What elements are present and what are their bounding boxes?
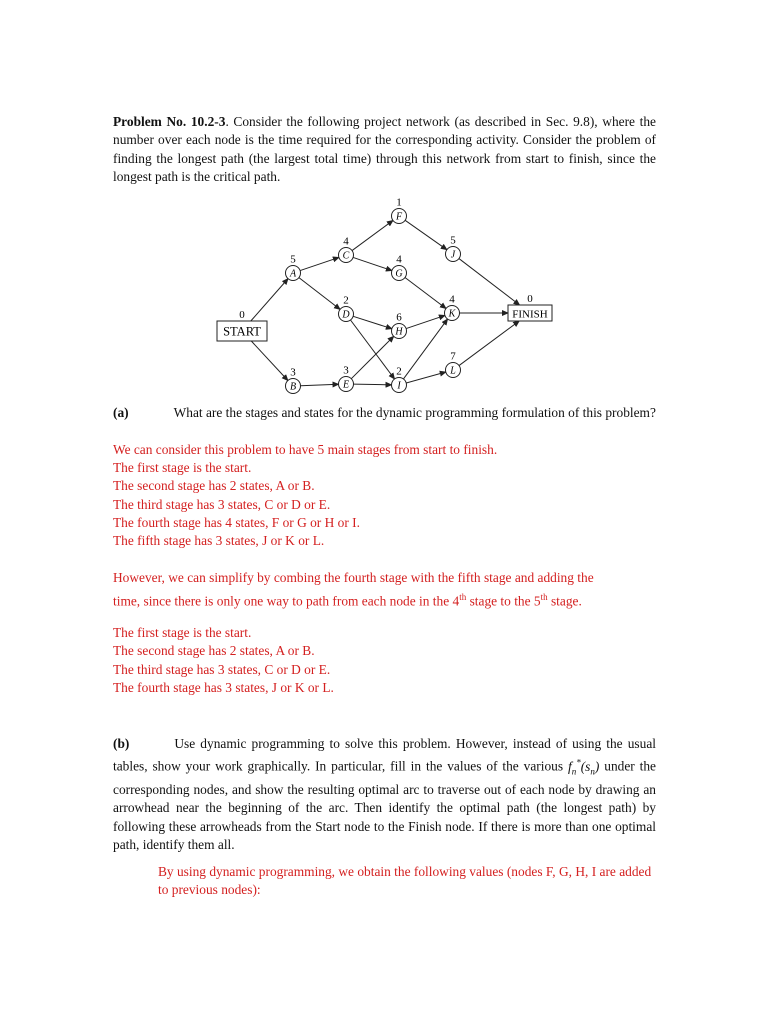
node-time: 2 xyxy=(343,294,349,307)
node-f xyxy=(392,197,407,224)
arc-i-l xyxy=(406,372,446,383)
arc-d-i xyxy=(350,320,394,379)
answer-a2-line-2: The second stage has 2 states, A or B. xyxy=(113,643,315,658)
node-label: H xyxy=(395,326,403,338)
node-i xyxy=(392,366,407,393)
node-a xyxy=(286,254,301,281)
node-finish xyxy=(508,293,552,321)
part-a-question-text: What are the stages and states for the dynamic programming formulation of this problem? xyxy=(173,405,656,420)
node-label: B xyxy=(289,381,297,393)
answer-a2-line-4: The fourth stage has 3 states, J or K or L. xyxy=(113,680,334,695)
node-time: 5 xyxy=(290,253,296,266)
node-time: 6 xyxy=(396,311,402,324)
node-j xyxy=(446,235,461,262)
node-time: 0 xyxy=(527,293,533,305)
node-time: 7 xyxy=(450,350,456,363)
answer-a-line-4: The third stage has 3 states, C or D or E. xyxy=(113,497,331,512)
node-label: C xyxy=(342,250,350,262)
node-label: FINISH xyxy=(512,308,548,321)
arc-d-h xyxy=(353,316,392,328)
answer-b: By using dynamic programming, we obtain the following values (nodes F, G, H, I are added to previous nodes): xyxy=(158,864,652,898)
arc-j-finish xyxy=(459,259,520,305)
node-label: J xyxy=(450,249,456,261)
arc-h-k xyxy=(406,315,445,328)
part-a-question xyxy=(113,404,656,422)
node-label: L xyxy=(450,365,456,377)
part-a-label: (a) xyxy=(113,405,129,420)
arc-e-i xyxy=(353,384,391,385)
node-h xyxy=(392,312,407,339)
answer-a2-line-1: The first stage is the start. xyxy=(113,625,252,640)
network-arcs xyxy=(251,220,520,385)
node-g xyxy=(392,254,407,281)
node-label: E xyxy=(342,379,350,391)
arc-l-finish xyxy=(459,321,519,366)
arc-b-e xyxy=(300,384,338,385)
node-k xyxy=(445,294,460,321)
node-time: 5 xyxy=(450,234,456,247)
node-b xyxy=(286,367,301,394)
simplify-line-1: However, we can simplify by combing the fourth stage with the fifth stage and adding the xyxy=(113,570,594,585)
arc-g-k xyxy=(405,278,446,309)
node-label: G xyxy=(395,268,403,280)
node-label: F xyxy=(395,211,403,223)
problem-intro: . Consider the following project network (as described in Sec. 9.8), where the number over each node is the time required for the corresponding activity. Consider the problem of finding the longest path (the largest total time) through this network from start to finish, since the longest path is the critical path. xyxy=(113,114,656,185)
node-l xyxy=(446,351,461,378)
problem-title: Problem No. 10.2-3 xyxy=(113,114,226,129)
arc-start-a xyxy=(251,279,288,321)
node-time: 4 xyxy=(343,235,349,248)
answer-a-line-5: The fourth stage has 4 states, F or G or H or I. xyxy=(113,515,360,530)
node-time: 3 xyxy=(343,364,349,377)
arc-c-g xyxy=(353,257,392,270)
part-b-label: (b) xyxy=(113,736,130,751)
node-label: A xyxy=(289,268,297,280)
arc-start-b xyxy=(251,341,288,381)
node-label: I xyxy=(397,380,401,392)
arc-e-h xyxy=(351,336,393,378)
node-time: 4 xyxy=(449,293,455,306)
simplify-line-2: time, since there is only one way to path from each node in the 4th stage to the 5th stage. xyxy=(113,592,582,609)
project-network-diagram xyxy=(210,193,560,398)
node-time: 0 xyxy=(239,309,245,321)
answer-a-line-2: The first stage is the start. xyxy=(113,460,252,475)
answer-a-line-3: The second stage has 2 states, A or B. xyxy=(113,478,315,493)
answer-a2-line-3: The third stage has 3 states, C or D or E. xyxy=(113,662,331,677)
arc-i-k xyxy=(403,319,447,379)
node-label: K xyxy=(448,308,456,320)
node-label: D xyxy=(342,309,350,321)
answer-a-line-1: We can consider this problem to have 5 main stages from start to finish. xyxy=(113,442,498,457)
node-time: 3 xyxy=(290,366,296,379)
arc-a-c xyxy=(300,257,339,270)
arc-f-j xyxy=(405,220,447,249)
problem-statement xyxy=(113,113,656,187)
f-n-star-s-n: $f_n^*(s_n)$ xyxy=(567,757,600,777)
node-start xyxy=(217,309,267,341)
arc-a-d xyxy=(299,278,340,310)
node-time: 2 xyxy=(396,365,402,378)
node-label: START xyxy=(223,324,261,339)
answer-a-line-6: The fifth stage has 3 states, J or K or L. xyxy=(113,533,325,548)
node-e xyxy=(339,365,354,392)
part-b-question: (b) Use dynamic programming to solve this problem. However, instead of using the usual tables, show your work graphically. In particular, fill in the values of the various $f_n^*(s_n)$ under the corresponding nodes, and show the resulting optimal arc to traverse out of each node by drawing an arrowhead near the beginning of the arc. Then identify the optimal path (the longest path) by following these arrowheads from the Start node to the Finish node. If there is more than one optimal path, identify them all. xyxy=(113,736,656,853)
node-time: 4 xyxy=(396,253,402,266)
node-d xyxy=(339,295,354,322)
arc-c-f xyxy=(352,220,393,250)
node-c xyxy=(339,236,354,263)
node-time: 1 xyxy=(396,196,402,209)
